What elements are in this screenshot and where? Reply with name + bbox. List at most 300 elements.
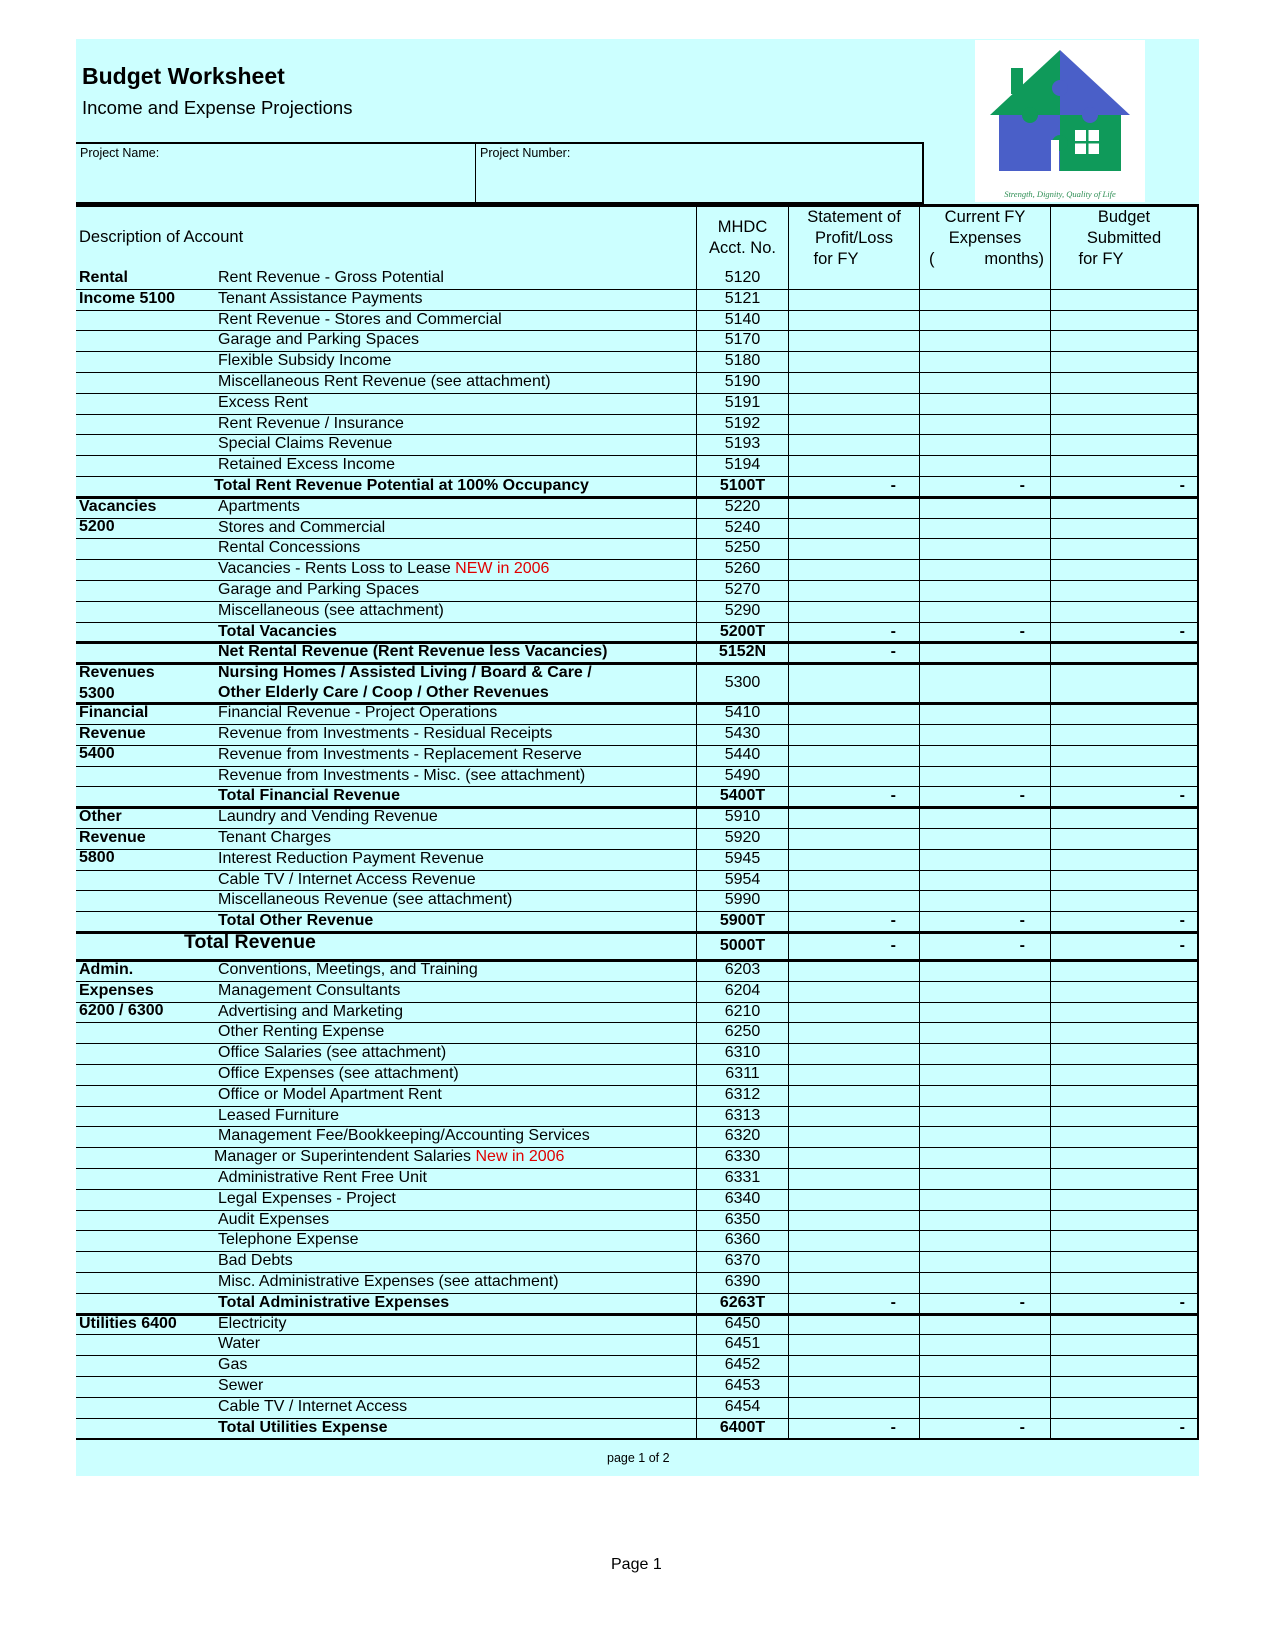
description-text: Tenant Assistance Payments — [218, 289, 423, 307]
description-text: Cable TV / Internet Access Revenue — [218, 870, 476, 888]
account-number: 5152N — [696, 642, 788, 663]
profit-loss-cell[interactable] — [788, 434, 919, 455]
description-text: Financial Revenue - Project Operations — [218, 704, 498, 722]
description-text: Interest Reduction Payment Revenue — [218, 849, 484, 867]
house-puzzle-logo-icon — [975, 40, 1145, 190]
group-label — [76, 807, 206, 869]
budget-cell[interactable] — [1050, 1085, 1199, 1106]
group-label-line: Income 5100 — [79, 289, 176, 307]
page-of-label: page 1 of 2 — [607, 1451, 670, 1465]
profit-loss-cell[interactable] — [788, 1272, 919, 1293]
current-fy-cell[interactable] — [919, 981, 1050, 1002]
account-number: 6204 — [696, 981, 788, 1002]
profit-loss-cell[interactable] — [788, 601, 919, 622]
description-text: Management Fee/Bookkeeping/Accounting Services — [218, 1127, 590, 1145]
table-row — [76, 1002, 1199, 1024]
budget-cell[interactable] — [1050, 497, 1199, 518]
project-name-field[interactable] — [76, 144, 476, 202]
profit-loss-cell[interactable] — [788, 703, 919, 724]
profit-loss-cell[interactable] — [788, 1126, 919, 1147]
account-number: 5910 — [696, 807, 788, 828]
profit-loss-cell[interactable] — [788, 1251, 919, 1272]
col-description-header: Description of Account — [79, 228, 244, 246]
account-number: 6330 — [696, 1147, 788, 1168]
account-description — [206, 1168, 427, 1189]
col-bud-line3: for FY — [1078, 250, 1124, 268]
profit-loss-cell[interactable] — [788, 1147, 919, 1168]
account-description — [206, 1314, 286, 1335]
current-fy-cell[interactable] — [919, 1272, 1050, 1293]
table-row — [76, 1085, 1199, 1107]
budget-cell[interactable] — [1050, 849, 1199, 870]
budget-cell[interactable] — [1050, 981, 1199, 1002]
table-row — [76, 559, 1199, 581]
budget-cell[interactable] — [1050, 1106, 1199, 1127]
current-fy-cell[interactable] — [919, 497, 1050, 518]
current-fy-cell[interactable] — [919, 538, 1050, 559]
account-description — [206, 1230, 359, 1251]
current-fy-cell[interactable] — [919, 849, 1050, 870]
table-row — [76, 289, 1199, 311]
current-fy-cell[interactable] — [919, 807, 1050, 828]
table-row — [76, 434, 1199, 456]
new-note: New in 2006 — [475, 1148, 565, 1166]
budget-cell[interactable]: - — [1050, 932, 1199, 960]
current-fy-cell[interactable] — [919, 455, 1050, 476]
profit-loss-cell[interactable] — [788, 981, 919, 1002]
table-row — [76, 745, 1199, 767]
profit-loss-cell[interactable] — [788, 1376, 919, 1397]
profit-loss-cell[interactable] — [788, 1064, 919, 1085]
group-label-line: 5800 — [79, 849, 115, 867]
table-row — [76, 1189, 1199, 1211]
current-fy-cell[interactable] — [919, 1397, 1050, 1418]
budget-cell[interactable] — [1050, 663, 1199, 703]
budget-cell[interactable] — [1050, 1251, 1199, 1272]
current-fy-cell[interactable] — [919, 890, 1050, 911]
account-description — [206, 518, 385, 539]
budget-cell[interactable] — [1050, 268, 1199, 289]
current-fy-cell[interactable] — [919, 663, 1050, 703]
profit-loss-cell[interactable] — [788, 538, 919, 559]
current-fy-cell[interactable] — [919, 1106, 1050, 1127]
budget-cell[interactable]: - — [1050, 1418, 1199, 1439]
section-divider — [76, 931, 1199, 933]
group-label-line: Admin. — [79, 961, 134, 978]
current-fy-cell[interactable] — [919, 1376, 1050, 1397]
account-number: 5900T — [696, 911, 788, 932]
profit-loss-cell[interactable] — [788, 1230, 919, 1251]
table-row — [76, 601, 1199, 623]
profit-loss-cell[interactable] — [788, 1334, 919, 1355]
profit-loss-cell[interactable] — [788, 351, 919, 372]
budget-cell[interactable] — [1050, 890, 1199, 911]
description-text: Special Claims Revenue — [218, 435, 393, 453]
group-label-line: Expenses — [79, 981, 154, 999]
description-text: Sewer — [218, 1377, 264, 1394]
budget-cell[interactable] — [1050, 1022, 1199, 1043]
table-row — [76, 580, 1199, 602]
table-row — [76, 310, 1199, 332]
profit-loss-cell[interactable] — [788, 849, 919, 870]
budget-cell[interactable] — [1050, 870, 1199, 891]
budget-cell[interactable] — [1050, 1210, 1199, 1231]
section-divider — [76, 662, 1199, 664]
col-current-fy-header — [919, 207, 1050, 268]
description-text: Miscellaneous Revenue (see attachment) — [218, 891, 513, 909]
budget-cell[interactable] — [1050, 538, 1199, 559]
budget-cell[interactable] — [1050, 455, 1199, 476]
group-label — [76, 268, 206, 309]
table-row — [76, 1022, 1199, 1044]
current-fy-cell[interactable] — [919, 414, 1050, 435]
account-number: 5120 — [696, 268, 788, 289]
col-profit-loss-header — [788, 207, 919, 268]
current-fy-cell[interactable] — [919, 1085, 1050, 1106]
profit-loss-cell[interactable] — [788, 1314, 919, 1335]
current-fy-cell[interactable] — [919, 393, 1050, 414]
table-row — [76, 351, 1199, 373]
table-row — [76, 1106, 1199, 1128]
profit-loss-cell[interactable] — [788, 663, 919, 703]
description-text: Revenue from Investments - Replacement Reserve — [218, 745, 582, 763]
budget-cell[interactable] — [1050, 414, 1199, 435]
account-number: 5240 — [696, 518, 788, 539]
profit-loss-cell[interactable] — [788, 960, 919, 981]
budget-cell[interactable] — [1050, 642, 1199, 663]
account-description — [206, 455, 395, 476]
current-fy-cell[interactable] — [919, 724, 1050, 745]
description-text: Excess Rent — [218, 393, 308, 411]
logo — [975, 40, 1145, 202]
description-text: Revenue from Investments - Residual Receipts — [218, 725, 553, 742]
account-description — [206, 1022, 384, 1043]
current-fy-cell[interactable]: - — [919, 911, 1050, 932]
profit-loss-cell[interactable] — [788, 310, 919, 331]
profit-loss-cell[interactable] — [788, 268, 919, 289]
budget-cell[interactable] — [1050, 1168, 1199, 1189]
col-cur-line1: Current FY — [944, 208, 1026, 226]
current-fy-cell[interactable] — [919, 960, 1050, 981]
account-number: 5140 — [696, 310, 788, 331]
account-description — [206, 268, 444, 289]
col-cur-line2: Expenses — [948, 229, 1022, 247]
profit-loss-cell[interactable] — [788, 807, 919, 828]
account-description — [206, 1376, 263, 1397]
table-row — [76, 393, 1199, 415]
account-description — [206, 766, 585, 787]
budget-cell[interactable] — [1050, 559, 1199, 580]
account-description — [206, 310, 502, 331]
budget-cell[interactable] — [1050, 351, 1199, 372]
budget-cell[interactable] — [1050, 601, 1199, 622]
group-label-line: Financial — [79, 704, 149, 722]
description-text: Other Renting Expense — [218, 1023, 385, 1041]
account-number: 6311 — [696, 1064, 788, 1085]
table-row — [76, 1230, 1199, 1252]
current-fy-cell[interactable] — [919, 434, 1050, 455]
description-text: Total Utilities Expense — [218, 1418, 388, 1436]
budget-cell[interactable] — [1050, 1189, 1199, 1210]
budget-cell[interactable] — [1050, 766, 1199, 787]
current-fy-cell[interactable] — [919, 870, 1050, 891]
col-budget-header — [1050, 207, 1199, 268]
account-description — [206, 538, 360, 559]
account-description — [206, 1397, 407, 1418]
current-fy-cell[interactable] — [919, 310, 1050, 331]
profit-loss-cell[interactable]: - — [788, 642, 919, 663]
account-number: 6331 — [696, 1168, 788, 1189]
account-number: 5192 — [696, 414, 788, 435]
current-fy-cell[interactable] — [919, 1168, 1050, 1189]
budget-cell[interactable] — [1050, 1126, 1199, 1147]
table-row — [76, 455, 1199, 477]
budget-cell[interactable] — [1050, 580, 1199, 601]
table-row — [76, 766, 1199, 788]
current-fy-cell[interactable] — [919, 1334, 1050, 1355]
budget-cell[interactable] — [1050, 1272, 1199, 1293]
current-fy-cell[interactable] — [919, 642, 1050, 663]
description-text: Management Consultants — [218, 981, 401, 999]
account-number: 6370 — [696, 1251, 788, 1272]
account-description — [206, 601, 444, 622]
budget-cell[interactable] — [1050, 1334, 1199, 1355]
profit-loss-cell[interactable] — [788, 1189, 919, 1210]
account-description — [206, 745, 582, 766]
profit-loss-cell[interactable] — [788, 890, 919, 911]
description-text: Gas — [218, 1356, 248, 1374]
group-label-line: Revenue — [79, 828, 146, 846]
current-fy-cell[interactable] — [919, 1251, 1050, 1272]
table-row — [76, 703, 1199, 725]
budget-cell[interactable] — [1050, 828, 1199, 849]
current-fy-cell[interactable]: - — [919, 932, 1050, 960]
budget-cell[interactable] — [1050, 1147, 1199, 1168]
profit-loss-cell[interactable]: - — [788, 1293, 919, 1314]
budget-cell[interactable] — [1050, 960, 1199, 981]
budget-cell[interactable] — [1050, 807, 1199, 828]
profit-loss-cell[interactable] — [788, 828, 919, 849]
description-text: Stores and Commercial — [218, 518, 386, 536]
table-row — [76, 372, 1199, 394]
account-description — [206, 434, 392, 455]
budget-cell[interactable] — [1050, 1397, 1199, 1418]
budget-cell[interactable] — [1050, 1002, 1199, 1023]
account-number: 5193 — [696, 434, 788, 455]
table-row — [76, 497, 1199, 519]
account-description — [206, 1293, 449, 1314]
budget-cell[interactable] — [1050, 393, 1199, 414]
profit-loss-cell[interactable] — [788, 1002, 919, 1023]
budget-cell[interactable] — [1050, 372, 1199, 393]
budget-cell[interactable]: - — [1050, 1293, 1199, 1314]
profit-loss-cell[interactable] — [788, 559, 919, 580]
profit-loss-cell[interactable] — [788, 724, 919, 745]
account-description — [206, 1085, 442, 1106]
profit-loss-cell[interactable] — [788, 330, 919, 351]
account-description — [206, 642, 608, 663]
current-fy-cell[interactable] — [919, 559, 1050, 580]
profit-loss-cell[interactable] — [788, 766, 919, 787]
current-fy-cell[interactable] — [919, 372, 1050, 393]
description-text: Electricity — [218, 1314, 287, 1332]
current-fy-cell[interactable] — [919, 1314, 1050, 1335]
budget-worksheet — [76, 39, 1199, 1476]
table-row — [76, 330, 1199, 352]
account-number: 5400T — [696, 786, 788, 807]
current-fy-cell[interactable] — [919, 1022, 1050, 1043]
profit-loss-cell[interactable] — [788, 580, 919, 601]
budget-cell[interactable] — [1050, 1064, 1199, 1085]
profit-loss-cell[interactable] — [788, 1210, 919, 1231]
current-fy-cell[interactable] — [919, 703, 1050, 724]
description-text: Revenue from Investments - Misc. (see attachment) — [218, 766, 586, 784]
account-description — [206, 786, 400, 807]
table-row — [76, 828, 1199, 850]
current-fy-cell[interactable] — [919, 1064, 1050, 1085]
budget-cell[interactable]: - — [1050, 476, 1199, 497]
account-number: 5270 — [696, 580, 788, 601]
table-row — [76, 981, 1199, 1003]
budget-cell[interactable] — [1050, 1355, 1199, 1376]
description-text: Office Expenses (see attachment) — [218, 1065, 459, 1082]
account-description — [206, 1147, 564, 1168]
current-fy-cell[interactable] — [919, 518, 1050, 539]
current-fy-cell[interactable] — [919, 1355, 1050, 1376]
profit-loss-cell[interactable] — [788, 870, 919, 891]
profit-loss-cell[interactable] — [788, 1022, 919, 1043]
account-description — [206, 1002, 403, 1023]
table-header — [76, 204, 1199, 268]
page-number: Page 1 — [611, 1556, 662, 1573]
table-row — [76, 1251, 1199, 1273]
profit-loss-cell[interactable] — [788, 518, 919, 539]
budget-cell[interactable] — [1050, 1376, 1199, 1397]
profit-loss-cell[interactable] — [788, 1355, 919, 1376]
table-row — [76, 414, 1199, 436]
account-description — [206, 828, 331, 849]
col-bud-line2: Submitted — [1086, 229, 1162, 247]
current-fy-cell[interactable]: - — [919, 1418, 1050, 1439]
current-fy-cell[interactable] — [919, 766, 1050, 787]
page-subtitle: Income and Expense Projections — [82, 97, 353, 118]
current-fy-cell[interactable] — [919, 289, 1050, 310]
profit-loss-cell[interactable] — [788, 393, 919, 414]
profit-loss-cell[interactable]: - — [788, 911, 919, 932]
budget-cell[interactable] — [1050, 724, 1199, 745]
budget-cell[interactable] — [1050, 310, 1199, 331]
current-fy-cell[interactable] — [919, 580, 1050, 601]
current-fy-cell[interactable] — [919, 601, 1050, 622]
account-number: 6360 — [696, 1230, 788, 1251]
profit-loss-cell[interactable]: - — [788, 476, 919, 497]
current-fy-cell[interactable] — [919, 268, 1050, 289]
project-number-field[interactable] — [476, 144, 922, 202]
account-description — [206, 393, 308, 414]
account-number: 5220 — [696, 497, 788, 518]
profit-loss-cell[interactable] — [788, 1168, 919, 1189]
account-number: 5170 — [696, 330, 788, 351]
current-fy-cell[interactable]: - — [919, 622, 1050, 643]
current-fy-cell[interactable] — [919, 1043, 1050, 1064]
budget-cell[interactable]: - — [1050, 622, 1199, 643]
account-number: 6310 — [696, 1043, 788, 1064]
current-fy-cell[interactable] — [919, 1210, 1050, 1231]
group-label-line: Other — [79, 808, 122, 826]
profit-loss-cell[interactable] — [788, 372, 919, 393]
profit-loss-cell[interactable]: - — [788, 932, 919, 960]
current-fy-cell[interactable]: - — [919, 786, 1050, 807]
account-description — [206, 724, 552, 745]
section-divider — [76, 959, 1199, 961]
project-number-label: Project Number: — [480, 146, 571, 160]
budget-cell[interactable]: - — [1050, 911, 1199, 932]
profit-loss-cell[interactable] — [788, 414, 919, 435]
account-number: 6453 — [696, 1376, 788, 1397]
profit-loss-cell[interactable] — [788, 1397, 919, 1418]
budget-cell[interactable] — [1050, 330, 1199, 351]
budget-cell[interactable] — [1050, 1230, 1199, 1251]
current-fy-cell[interactable] — [919, 1230, 1050, 1251]
account-description — [206, 1043, 446, 1064]
budget-cell[interactable] — [1050, 745, 1199, 766]
account-description — [206, 559, 549, 580]
budget-cell[interactable] — [1050, 434, 1199, 455]
group-label-line: Revenues — [79, 664, 155, 682]
current-fy-cell[interactable] — [919, 745, 1050, 766]
project-name-label: Project Name: — [80, 146, 160, 160]
profit-loss-cell[interactable]: - — [788, 622, 919, 643]
current-fy-cell[interactable] — [919, 1126, 1050, 1147]
budget-cell[interactable] — [1050, 703, 1199, 724]
current-fy-cell[interactable] — [919, 1147, 1050, 1168]
budget-cell[interactable] — [1050, 1314, 1199, 1335]
profit-loss-cell[interactable] — [788, 1106, 919, 1127]
section-divider — [76, 496, 1199, 498]
profit-loss-cell[interactable]: - — [788, 1418, 919, 1439]
account-description — [206, 849, 484, 870]
profit-loss-cell[interactable] — [788, 1043, 919, 1064]
profit-loss-cell[interactable] — [788, 497, 919, 518]
current-fy-cell[interactable] — [919, 1189, 1050, 1210]
account-number: 5180 — [696, 351, 788, 372]
current-fy-cell[interactable]: - — [919, 1293, 1050, 1314]
account-number: 5191 — [696, 393, 788, 414]
budget-cell[interactable] — [1050, 289, 1199, 310]
current-fy-cell[interactable]: - — [919, 476, 1050, 497]
profit-loss-cell[interactable] — [788, 1085, 919, 1106]
account-number: 6390 — [696, 1272, 788, 1293]
current-fy-cell[interactable] — [919, 828, 1050, 849]
budget-cell[interactable]: - — [1050, 786, 1199, 807]
description-text: Rent Revenue - Gross Potential — [218, 269, 444, 286]
profit-loss-cell[interactable] — [788, 745, 919, 766]
profit-loss-cell[interactable] — [788, 455, 919, 476]
current-fy-cell[interactable] — [919, 330, 1050, 351]
current-fy-cell[interactable] — [919, 1002, 1050, 1023]
section-divider — [76, 702, 1199, 704]
description-text: Rent Revenue / Insurance — [218, 414, 404, 432]
description-text: Net Rental Revenue (Rent Revenue less Vacancies) — [218, 643, 608, 661]
budget-cell[interactable] — [1050, 518, 1199, 539]
current-fy-cell[interactable] — [919, 351, 1050, 372]
description-text: Retained Excess Income — [218, 456, 395, 474]
group-label-line: 6200 / 6300 — [79, 1002, 164, 1019]
profit-loss-cell[interactable]: - — [788, 786, 919, 807]
total-row — [76, 1418, 1199, 1441]
budget-cell[interactable] — [1050, 1043, 1199, 1064]
profit-loss-cell[interactable] — [788, 289, 919, 310]
